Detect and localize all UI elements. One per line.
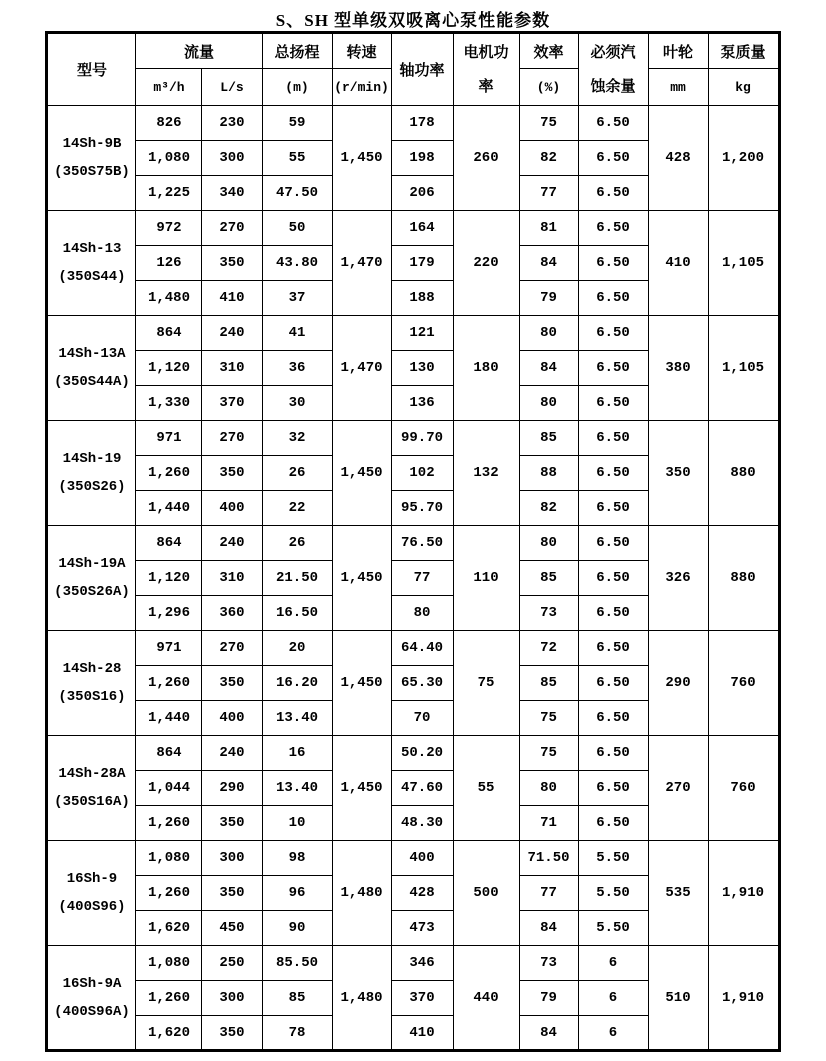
cell-flow-ls: 240 [202,316,262,351]
cell-flow-m3h: 1,260 [136,981,202,1016]
model-alt-name: (350S26A) [54,584,130,600]
cell-pump-mass: 880 [708,421,779,526]
cell-flow-m3h: 1,440 [136,701,202,736]
cell-efficiency: 80 [519,316,578,351]
cell-npsh: 5.50 [578,841,648,876]
cell-npsh: 5.50 [578,911,648,946]
cell-shaft-power: 178 [391,106,453,141]
cell-npsh: 5.50 [578,876,648,911]
page-title: S、SH 型单级双吸离心泵性能参数 [275,11,551,30]
cell-flow-ls: 350 [202,1016,262,1051]
model-alt-name: (350S44A) [54,374,130,390]
cell-efficiency: 85 [519,666,578,701]
header-efficiency: 效率 [519,33,578,69]
cell-flow-ls: 240 [202,736,262,771]
cell-flow-ls: 290 [202,771,262,806]
cell-efficiency: 81 [519,211,578,246]
cell-flow-ls: 350 [202,246,262,281]
cell-efficiency: 84 [519,246,578,281]
cell-npsh: 6.50 [578,631,648,666]
cell-efficiency: 82 [519,141,578,176]
cell-total-head: 26 [262,526,332,561]
table-row [47,421,779,456]
header-mass-unit: kg [708,69,779,106]
header-npsh-line2: 蚀余量 [590,78,636,95]
cell-flow-ls: 350 [202,876,262,911]
cell-npsh: 6.50 [578,771,648,806]
cell-efficiency: 84 [519,351,578,386]
cell-total-head: 21.50 [262,561,332,596]
table-row [47,106,779,141]
cell-motor-power: 132 [453,421,519,526]
cell-impeller: 326 [648,526,708,631]
cell-efficiency: 84 [519,911,578,946]
cell-impeller: 510 [648,946,708,1051]
cell-shaft-power: 370 [391,981,453,1016]
cell-total-head: 16.20 [262,666,332,701]
header-efficiency-unit: (%) [519,69,578,106]
cell-impeller: 535 [648,841,708,946]
cell-flow-m3h: 1,260 [136,456,202,491]
cell-npsh: 6.50 [578,176,648,211]
cell-model [47,736,136,841]
cell-flow-m3h: 1,260 [136,806,202,841]
cell-flow-m3h: 971 [136,421,202,456]
cell-flow-m3h: 1,044 [136,771,202,806]
model-name: 16Sh-9 [66,871,118,887]
header-motor-power-line1: 电机功 [463,44,509,61]
cell-efficiency: 88 [519,456,578,491]
cell-pump-mass: 1,910 [708,841,779,946]
cell-efficiency: 71 [519,806,578,841]
header-head: 总扬程 [262,33,332,69]
cell-model [47,841,136,946]
cell-efficiency: 72 [519,631,578,666]
cell-npsh: 6.50 [578,526,648,561]
cell-npsh: 6.50 [578,736,648,771]
cell-shaft-power: 179 [391,246,453,281]
cell-total-head: 13.40 [262,701,332,736]
header-npsh [578,33,648,106]
model-name: 14Sh-13 [62,241,122,257]
table-row [47,211,779,246]
cell-shaft-power: 50.20 [391,736,453,771]
cell-flow-ls: 300 [202,981,262,1016]
cell-pump-mass: 760 [708,631,779,736]
table-header [47,33,779,106]
cell-total-head: 59 [262,106,332,141]
cell-total-head: 16 [262,736,332,771]
cell-shaft-power: 65.30 [391,666,453,701]
model-name: 14Sh-9B [62,136,122,152]
cell-motor-power: 110 [453,526,519,631]
cell-flow-m3h: 1,330 [136,386,202,421]
model-name: 14Sh-13A [58,346,126,362]
cell-flow-m3h: 1,080 [136,841,202,876]
cell-pump-mass: 880 [708,526,779,631]
cell-shaft-power: 80 [391,596,453,631]
cell-impeller: 410 [648,211,708,316]
cell-shaft-power: 77 [391,561,453,596]
cell-total-head: 20 [262,631,332,666]
cell-efficiency: 75 [519,736,578,771]
cell-shaft-power: 400 [391,841,453,876]
cell-flow-m3h: 1,620 [136,1016,202,1051]
header-row-1 [47,33,779,69]
cell-npsh: 6.50 [578,106,648,141]
cell-model [47,526,136,631]
model-alt-name: (400S96) [58,899,126,915]
cell-total-head: 50 [262,211,332,246]
cell-shaft-power: 121 [391,316,453,351]
cell-flow-m3h: 1,620 [136,911,202,946]
cell-impeller: 428 [648,106,708,211]
header-impeller-unit: mm [648,69,708,106]
model-alt-name: (400S96A) [54,1003,130,1020]
cell-pump-mass: 1,105 [708,211,779,316]
cell-flow-ls: 350 [202,456,262,491]
header-head-unit: (m) [262,69,332,106]
cell-npsh: 6.50 [578,141,648,176]
cell-total-head: 78 [262,1016,332,1051]
pump-spec-table [45,31,780,1052]
cell-flow-m3h: 1,440 [136,491,202,526]
cell-shaft-power: 188 [391,281,453,316]
model-name: 14Sh-19 [62,451,122,467]
cell-npsh: 6.50 [578,806,648,841]
cell-npsh: 6.50 [578,351,648,386]
cell-npsh: 6.50 [578,491,648,526]
cell-npsh: 6 [578,981,648,1016]
cell-motor-power: 220 [453,211,519,316]
cell-shaft-power: 47.60 [391,771,453,806]
cell-npsh: 6.50 [578,316,648,351]
header-speed-unit: (r/min) [332,69,391,106]
cell-total-head: 55 [262,141,332,176]
cell-npsh: 6.50 [578,701,648,736]
cell-npsh: 6.50 [578,561,648,596]
cell-flow-m3h: 971 [136,631,202,666]
cell-flow-m3h: 1,225 [136,176,202,211]
cell-flow-m3h: 1,296 [136,596,202,631]
model-name: 14Sh-28A [58,766,126,782]
cell-flow-m3h: 864 [136,526,202,561]
header-flow: 流量 [136,33,262,69]
cell-flow-m3h: 1,120 [136,351,202,386]
cell-efficiency: 79 [519,281,578,316]
cell-shaft-power: 410 [391,1016,453,1051]
cell-npsh: 6.50 [578,666,648,701]
cell-motor-power: 180 [453,316,519,421]
cell-model [47,106,136,211]
cell-shaft-power: 102 [391,456,453,491]
cell-total-head: 90 [262,911,332,946]
cell-efficiency: 79 [519,981,578,1016]
model-alt-name: (350S16A) [54,794,130,810]
cell-total-head: 22 [262,491,332,526]
table-row [47,736,779,771]
header-shaft-power: 轴功率 [391,33,453,106]
cell-efficiency: 73 [519,946,578,981]
cell-shaft-power: 473 [391,911,453,946]
cell-pump-mass: 1,910 [708,946,779,1051]
header-flow-ls-unit: L/s [202,69,262,106]
cell-efficiency: 82 [519,491,578,526]
cell-flow-ls: 370 [202,386,262,421]
cell-efficiency: 75 [519,701,578,736]
cell-flow-ls: 240 [202,526,262,561]
cell-flow-ls: 450 [202,911,262,946]
cell-motor-power: 75 [453,631,519,736]
cell-model [47,421,136,526]
cell-motor-power: 55 [453,736,519,841]
cell-motor-power: 500 [453,841,519,946]
cell-model [47,946,136,1051]
cell-flow-ls: 300 [202,841,262,876]
cell-model [47,631,136,736]
cell-speed: 1,450 [332,526,391,631]
cell-efficiency: 77 [519,876,578,911]
cell-shaft-power: 130 [391,351,453,386]
cell-efficiency: 80 [519,526,578,561]
cell-flow-m3h: 972 [136,211,202,246]
cell-total-head: 98 [262,841,332,876]
cell-flow-ls: 230 [202,106,262,141]
cell-flow-ls: 350 [202,806,262,841]
cell-npsh: 6.50 [578,386,648,421]
cell-shaft-power: 64.40 [391,631,453,666]
header-motor-power-line2: 率 [478,78,494,95]
cell-efficiency: 80 [519,771,578,806]
cell-shaft-power: 206 [391,176,453,211]
model-name: 16Sh-9A [62,975,122,992]
cell-npsh: 6.50 [578,456,648,491]
cell-pump-mass: 1,200 [708,106,779,211]
cell-total-head: 26 [262,456,332,491]
cell-flow-ls: 300 [202,141,262,176]
cell-motor-power: 260 [453,106,519,211]
cell-speed: 1,470 [332,316,391,421]
cell-npsh: 6.50 [578,211,648,246]
model-name: 14Sh-28 [62,661,122,677]
cell-total-head: 85 [262,981,332,1016]
cell-total-head: 47.50 [262,176,332,211]
cell-flow-m3h: 1,080 [136,141,202,176]
cell-total-head: 13.40 [262,771,332,806]
cell-shaft-power: 76.50 [391,526,453,561]
cell-efficiency: 85 [519,561,578,596]
cell-npsh: 6 [578,946,648,981]
cell-flow-m3h: 864 [136,736,202,771]
model-name: 14Sh-19A [58,556,126,572]
model-alt-name: (350S16) [58,689,126,705]
cell-npsh: 6 [578,1016,648,1051]
cell-shaft-power: 99.70 [391,421,453,456]
cell-model [47,316,136,421]
cell-flow-ls: 360 [202,596,262,631]
header-model: 型号 [47,33,136,106]
cell-speed: 1,480 [332,841,391,946]
cell-total-head: 16.50 [262,596,332,631]
cell-efficiency: 85 [519,421,578,456]
header-flow-m3h-unit: m³/h [136,69,202,106]
model-alt-name: (350S26) [58,479,126,495]
cell-total-head: 85.50 [262,946,332,981]
cell-flow-m3h: 1,480 [136,281,202,316]
cell-total-head: 30 [262,386,332,421]
model-alt-name: (350S75B) [54,164,130,180]
cell-speed: 1,450 [332,106,391,211]
cell-shaft-power: 48.30 [391,806,453,841]
cell-impeller: 380 [648,316,708,421]
cell-npsh: 6.50 [578,281,648,316]
cell-speed: 1,450 [332,736,391,841]
cell-efficiency: 73 [519,596,578,631]
cell-flow-ls: 270 [202,421,262,456]
cell-efficiency: 80 [519,386,578,421]
model-alt-name: (350S44) [58,269,126,285]
table-row [47,316,779,351]
cell-efficiency: 75 [519,106,578,141]
cell-impeller: 350 [648,421,708,526]
cell-flow-m3h: 126 [136,246,202,281]
cell-shaft-power: 164 [391,211,453,246]
cell-shaft-power: 95.70 [391,491,453,526]
cell-flow-m3h: 1,260 [136,876,202,911]
header-motor-power [453,33,519,106]
table-row [47,946,779,981]
header-mass: 泵质量 [708,33,779,69]
cell-pump-mass: 1,105 [708,316,779,421]
cell-flow-ls: 310 [202,561,262,596]
cell-total-head: 36 [262,351,332,386]
cell-efficiency: 77 [519,176,578,211]
cell-efficiency: 71.50 [519,841,578,876]
cell-total-head: 32 [262,421,332,456]
cell-flow-ls: 310 [202,351,262,386]
header-impeller: 叶轮 [648,33,708,69]
cell-impeller: 290 [648,631,708,736]
cell-npsh: 6.50 [578,421,648,456]
cell-total-head: 41 [262,316,332,351]
cell-npsh: 6.50 [578,596,648,631]
table-row [47,631,779,666]
cell-shaft-power: 428 [391,876,453,911]
cell-npsh: 6.50 [578,246,648,281]
cell-shaft-power: 136 [391,386,453,421]
cell-flow-m3h: 864 [136,316,202,351]
cell-shaft-power: 346 [391,946,453,981]
cell-flow-ls: 350 [202,666,262,701]
table-body [47,106,779,1051]
cell-speed: 1,470 [332,211,391,316]
cell-flow-m3h: 826 [136,106,202,141]
cell-flow-ls: 270 [202,211,262,246]
cell-shaft-power: 70 [391,701,453,736]
cell-flow-ls: 400 [202,491,262,526]
table-row [47,841,779,876]
cell-shaft-power: 198 [391,141,453,176]
cell-model [47,211,136,316]
cell-flow-m3h: 1,080 [136,946,202,981]
table-row [47,526,779,561]
cell-motor-power: 440 [453,946,519,1051]
cell-flow-ls: 250 [202,946,262,981]
cell-total-head: 96 [262,876,332,911]
cell-flow-m3h: 1,120 [136,561,202,596]
cell-pump-mass: 760 [708,736,779,841]
cell-flow-ls: 340 [202,176,262,211]
cell-flow-ls: 400 [202,701,262,736]
header-npsh-line1: 必须汽 [590,44,636,61]
cell-speed: 1,450 [332,421,391,526]
cell-impeller: 270 [648,736,708,841]
cell-total-head: 43.80 [262,246,332,281]
cell-efficiency: 84 [519,1016,578,1051]
cell-flow-ls: 270 [202,631,262,666]
header-speed: 转速 [332,33,391,69]
cell-flow-ls: 410 [202,281,262,316]
cell-flow-m3h: 1,260 [136,666,202,701]
cell-speed: 1,480 [332,946,391,1051]
cell-total-head: 37 [262,281,332,316]
cell-speed: 1,450 [332,631,391,736]
cell-total-head: 10 [262,806,332,841]
